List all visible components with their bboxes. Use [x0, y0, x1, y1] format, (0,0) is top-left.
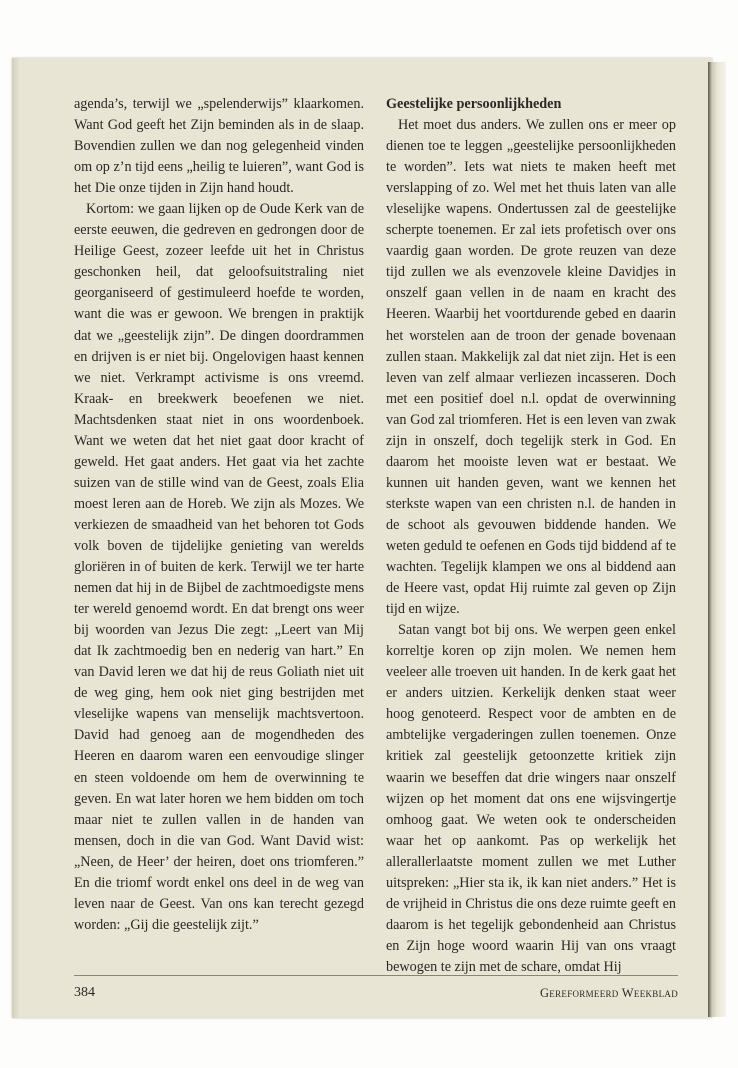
footer-rule — [74, 975, 678, 976]
paragraph: Satan vangt bot bij ons. We werpen geen enkel korreltje koren op zijn molen. We nemen hem veeleer alle troeven uit handen. In de kerk gaat het er anders uitzien. Kerkelijk denken staat weer hoog genoteerd. Respect voor de ambten en de ambtelijke vergaderingen zullen toenemen. Onze kritiek zal geestelijk getoonzette kritiek zijn waarin we beseffen dat drie wingers naar onszelf wijzen op het moment dat ons ene wijsvingertje omhoog gaat. We weten ook te onderscheiden waar het op aankomt. Pas op werkelijk het allerallerlaatste moment zullen we met Luther uitspreken: „Hier sta ik, ik kan niet anders.” Het is de vrijheid in Christus die ons deze ruimte geeft en daarom is het tegelijk gebondenheid aan Christus en Zijn hoge woord waarin Hij van ons vraagt bewogen te zijn met de schare, omdat Hij — [386, 622, 676, 975]
left-column — [74, 94, 364, 936]
right-column — [386, 94, 676, 978]
section-heading: Geestelijke persoonlijkheden — [386, 96, 562, 112]
page-number: 384 — [74, 985, 95, 1000]
paragraph: Kortom: we gaan lijken op de Oude Kerk van de eerste eeuwen, die gedreven en gedrongen door de Heilige Geest, zozeer leefde uit het in Christus geschonken heil, dat geloofsuitstraling niet georganiseerd of gestimuleerd hoefde te worden, want die was er gewoon. We brengen in praktijk dat we „geestelijk zijn”. De dingen doordrammen en drijven is er niet bij. Ongelovigen haast kennen we niet. Verkrampt activisme is ons vreemd. Kraak- en breekwerk beoefenen we niet. Machtsdenken staat niet in ons woordenboek. Want we weten dat het niet gaat door kracht of geweld. Het gaat anders. Het gaat via het zachte suizen van de stille wind van de Geest, zoals Elia moest leren aan de Horeb. We zijn als Mozes. We verkiezen de smaadheid van het behoren tot Gods volk boven de tijdelijke genieting van werelds gloriëren in of buiten de kerk. Terwijl we ter harte nemen dat hij in de Bijbel de zachtmoedigste mens ter wereld genoemd wordt. En dat brengt ons weer bij woorden van Jezus Die zegt: „Leert van Mij dat Ik zachtmoedig ben en nederig van hart.” En van David leren we dat hij de reus Goliath niet uit de weg ging, hem ook niet ging bestrijden met vleselijke wapens van menselijk machtsvertoon. David had genoeg aan de mogendheden des Heeren en daarom waren een eenvoudige slinger en steen voldoende om hem de overwinning te geven. En wat later horen we hem bidden om toch maar niet te zullen vallen in de handen van mensen, doch in die van God. Want David wist: „Neen, de Heer’ der heiren, doet ons triomferen.” En die triomf wordt enkel ons deel in de weg van leven naar de Geest. Van ons kan terecht gezegd worden: „Gij die geestelijk zijt.” — [74, 201, 364, 933]
paragraph: Het moet dus anders. We zullen ons er meer op dienen toe te leggen „geestelijke persoonlijkheden te worden”. Iets wat niets te maken heeft met verslapping of zo. Wel met het thuis laten van alle vleselijke wapens. Ondertussen zal de geestelijke scherpte toenemen. Er zal iets profetisch over ons vaardig gaan worden. De grote reuzen van deze tijd zullen we als evenzovele kleine Davidjes in onszelf gaan vellen in de naam en kracht des Heeren. Waarbij het voortdurende gebed en daarin het worstelen aan de troon der genade bovenaan zullen staan. Makkelijk zal dat niet zijn. Het is een leven van zelf almaar verliezen incasseren. Doch met een positief doel n.l. opdat de overwinning van God zal triomferen. Het is een leven van zwak zijn in onszelf, doch tegelijk sterk in God. En daarom het mooiste leven wat er bestaat. We kunnen uit handen geven, want we kennen het sterkste wapen van een christen n.l. de handen in de schoot als gevouwen biddende handen. We weten geduld te oefenen en Gods tijd biddend af te wachten. Tegelijk klampen we ons al biddend aan de Heere vast, opdat Hij ruimte zal geven op Zijn tijd en wijze. — [386, 117, 676, 618]
journal-title: Gereformeerd Weekblad — [539, 986, 678, 1000]
paragraph: agenda’s, terwijl we „spelenderwijs” klaarkomen. Want God geeft het Zijn beminden als in de slaap. Bovendien zullen we dan nog gelegenheid vinden om op z’n tijd eens „heilig te luieren”, want God is het Die onze tijden in Zijn hand houdt. — [74, 96, 364, 197]
page-gutter-shadow — [12, 58, 20, 1018]
page-edge — [708, 62, 726, 1017]
